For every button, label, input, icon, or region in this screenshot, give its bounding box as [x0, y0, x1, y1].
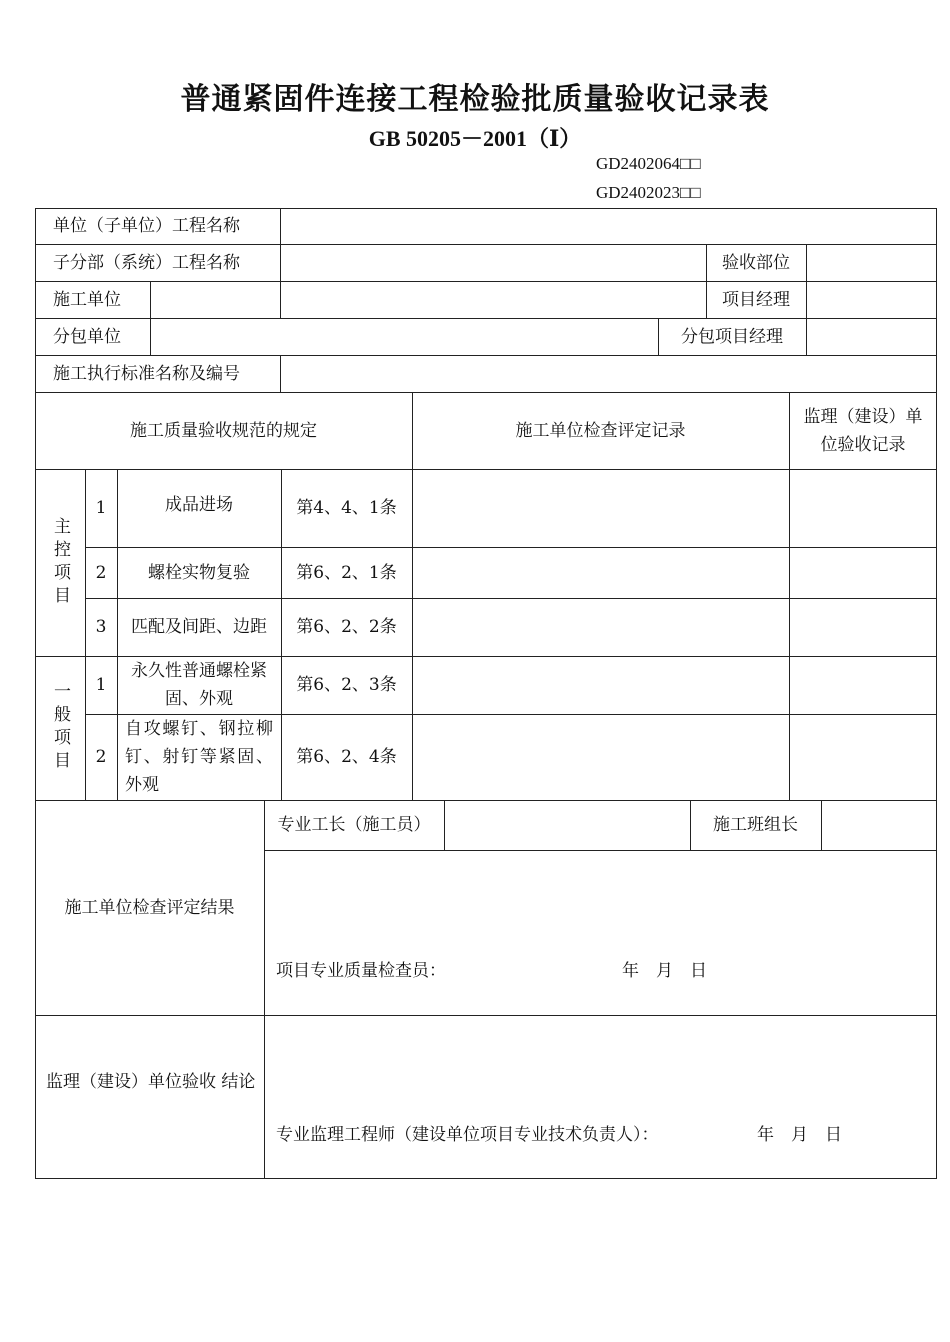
construction-unit-field[interactable] [151, 282, 706, 318]
supervision-conclusion-label: 监理（建设）单位验收 结论 [46, 1072, 256, 1092]
construction-unit-label: 施工单位 [53, 289, 121, 310]
main-item-no: 1 [95, 498, 107, 518]
main-item-name: 螺栓实物复验 [148, 562, 250, 583]
general-items-label [35, 656, 85, 800]
main-item-no: 2 [95, 562, 107, 583]
general-item-supervision-record[interactable] [790, 715, 936, 800]
supervision-engineer-label: 专业监理工程师（建设单位项目专业技术负责人）： [276, 1125, 659, 1145]
main-item-supervision-record[interactable] [790, 599, 936, 656]
document-title: 普通紧固件连接工程检验批质量验收记录表 [180, 82, 770, 117]
general-item-no: 1 [95, 675, 107, 695]
general-item-name: 自攻螺钉、钢拉柳钉、射钉等紧固、外观 [125, 719, 273, 795]
acceptance-part-label: 验收部位 [722, 252, 790, 273]
construction-result-label: 施工单位检查评定结果 [64, 897, 235, 918]
quality-inspector-label: 项目专业质量检查员： [276, 961, 446, 981]
main-item-name: 成品进场 [165, 495, 233, 515]
document-standard: GB 50205－2001（Ⅰ） [368, 126, 582, 151]
main-item-name: 匹配及间距、边距 [131, 617, 267, 637]
standard-name-label: 施工执行标准名称及编号 [53, 363, 240, 384]
rule [936, 208, 937, 1179]
general-item-no: 2 [95, 747, 107, 767]
supervision-record-column-header: 监理（建设）单位验收记录 [803, 406, 923, 455]
rule [35, 1178, 937, 1179]
team-leader-field[interactable] [822, 801, 936, 850]
spec-column-header: 施工质量验收规范的规定 [130, 420, 317, 441]
general-item-supervision-record[interactable] [790, 657, 936, 714]
unit-project-name-label: 单位（子单位）工程名称 [53, 216, 240, 236]
main-item-clause: 第6、2、1条 [296, 562, 397, 583]
sub-project-name-field[interactable] [281, 245, 706, 281]
subcontract-unit-field[interactable] [151, 319, 658, 355]
standard-name-field[interactable] [281, 356, 936, 392]
general-item-check-record[interactable] [413, 715, 789, 800]
project-manager-label: 项目经理 [722, 289, 790, 310]
supervision-date: 年 月 日 [757, 1125, 842, 1145]
check-record-column-header: 施工单位检查评定记录 [515, 420, 686, 441]
construction-result-field[interactable] [265, 851, 936, 951]
supervision-conclusion-field[interactable] [265, 1016, 936, 1106]
main-items-label [35, 469, 85, 656]
result-date: 年 月 日 [622, 961, 707, 981]
form-code-2: GD2402023□□ [596, 183, 701, 202]
main-item-supervision-record[interactable] [790, 548, 936, 598]
foreman-field[interactable] [445, 801, 690, 850]
main-item-check-record[interactable] [413, 599, 789, 656]
general-item-clause: 第6、2、4条 [296, 747, 397, 767]
unit-project-name-field[interactable] [281, 209, 936, 244]
acceptance-part-field[interactable] [807, 245, 936, 281]
subcontract-manager-field[interactable] [807, 319, 936, 355]
main-item-supervision-record[interactable] [790, 470, 936, 547]
main-item-clause: 第4、4、1条 [296, 498, 397, 518]
team-leader-label: 施工班组长 [713, 815, 798, 835]
sub-project-name-label: 子分部（系统）工程名称 [53, 252, 240, 273]
main-item-check-record[interactable] [413, 548, 789, 598]
main-item-check-record[interactable] [413, 470, 789, 547]
general-items-label-text: 一般项目 [50, 682, 70, 774]
form-code-1: GD2402064□□ [596, 154, 701, 173]
subcontract-unit-label: 分包单位 [53, 326, 121, 347]
main-item-clause: 第6、2、2条 [296, 617, 397, 637]
general-item-name: 永久性普通螺栓紧固、外观 [131, 661, 267, 709]
general-item-clause: 第6、2、3条 [296, 675, 397, 695]
main-items-label-text: 主控项目 [50, 516, 70, 609]
main-item-no: 3 [95, 617, 107, 637]
foreman-label: 专业工长（施工员） [277, 815, 431, 835]
subcontract-manager-label: 分包项目经理 [681, 326, 783, 347]
project-manager-field[interactable] [807, 282, 936, 318]
general-item-check-record[interactable] [413, 657, 789, 714]
